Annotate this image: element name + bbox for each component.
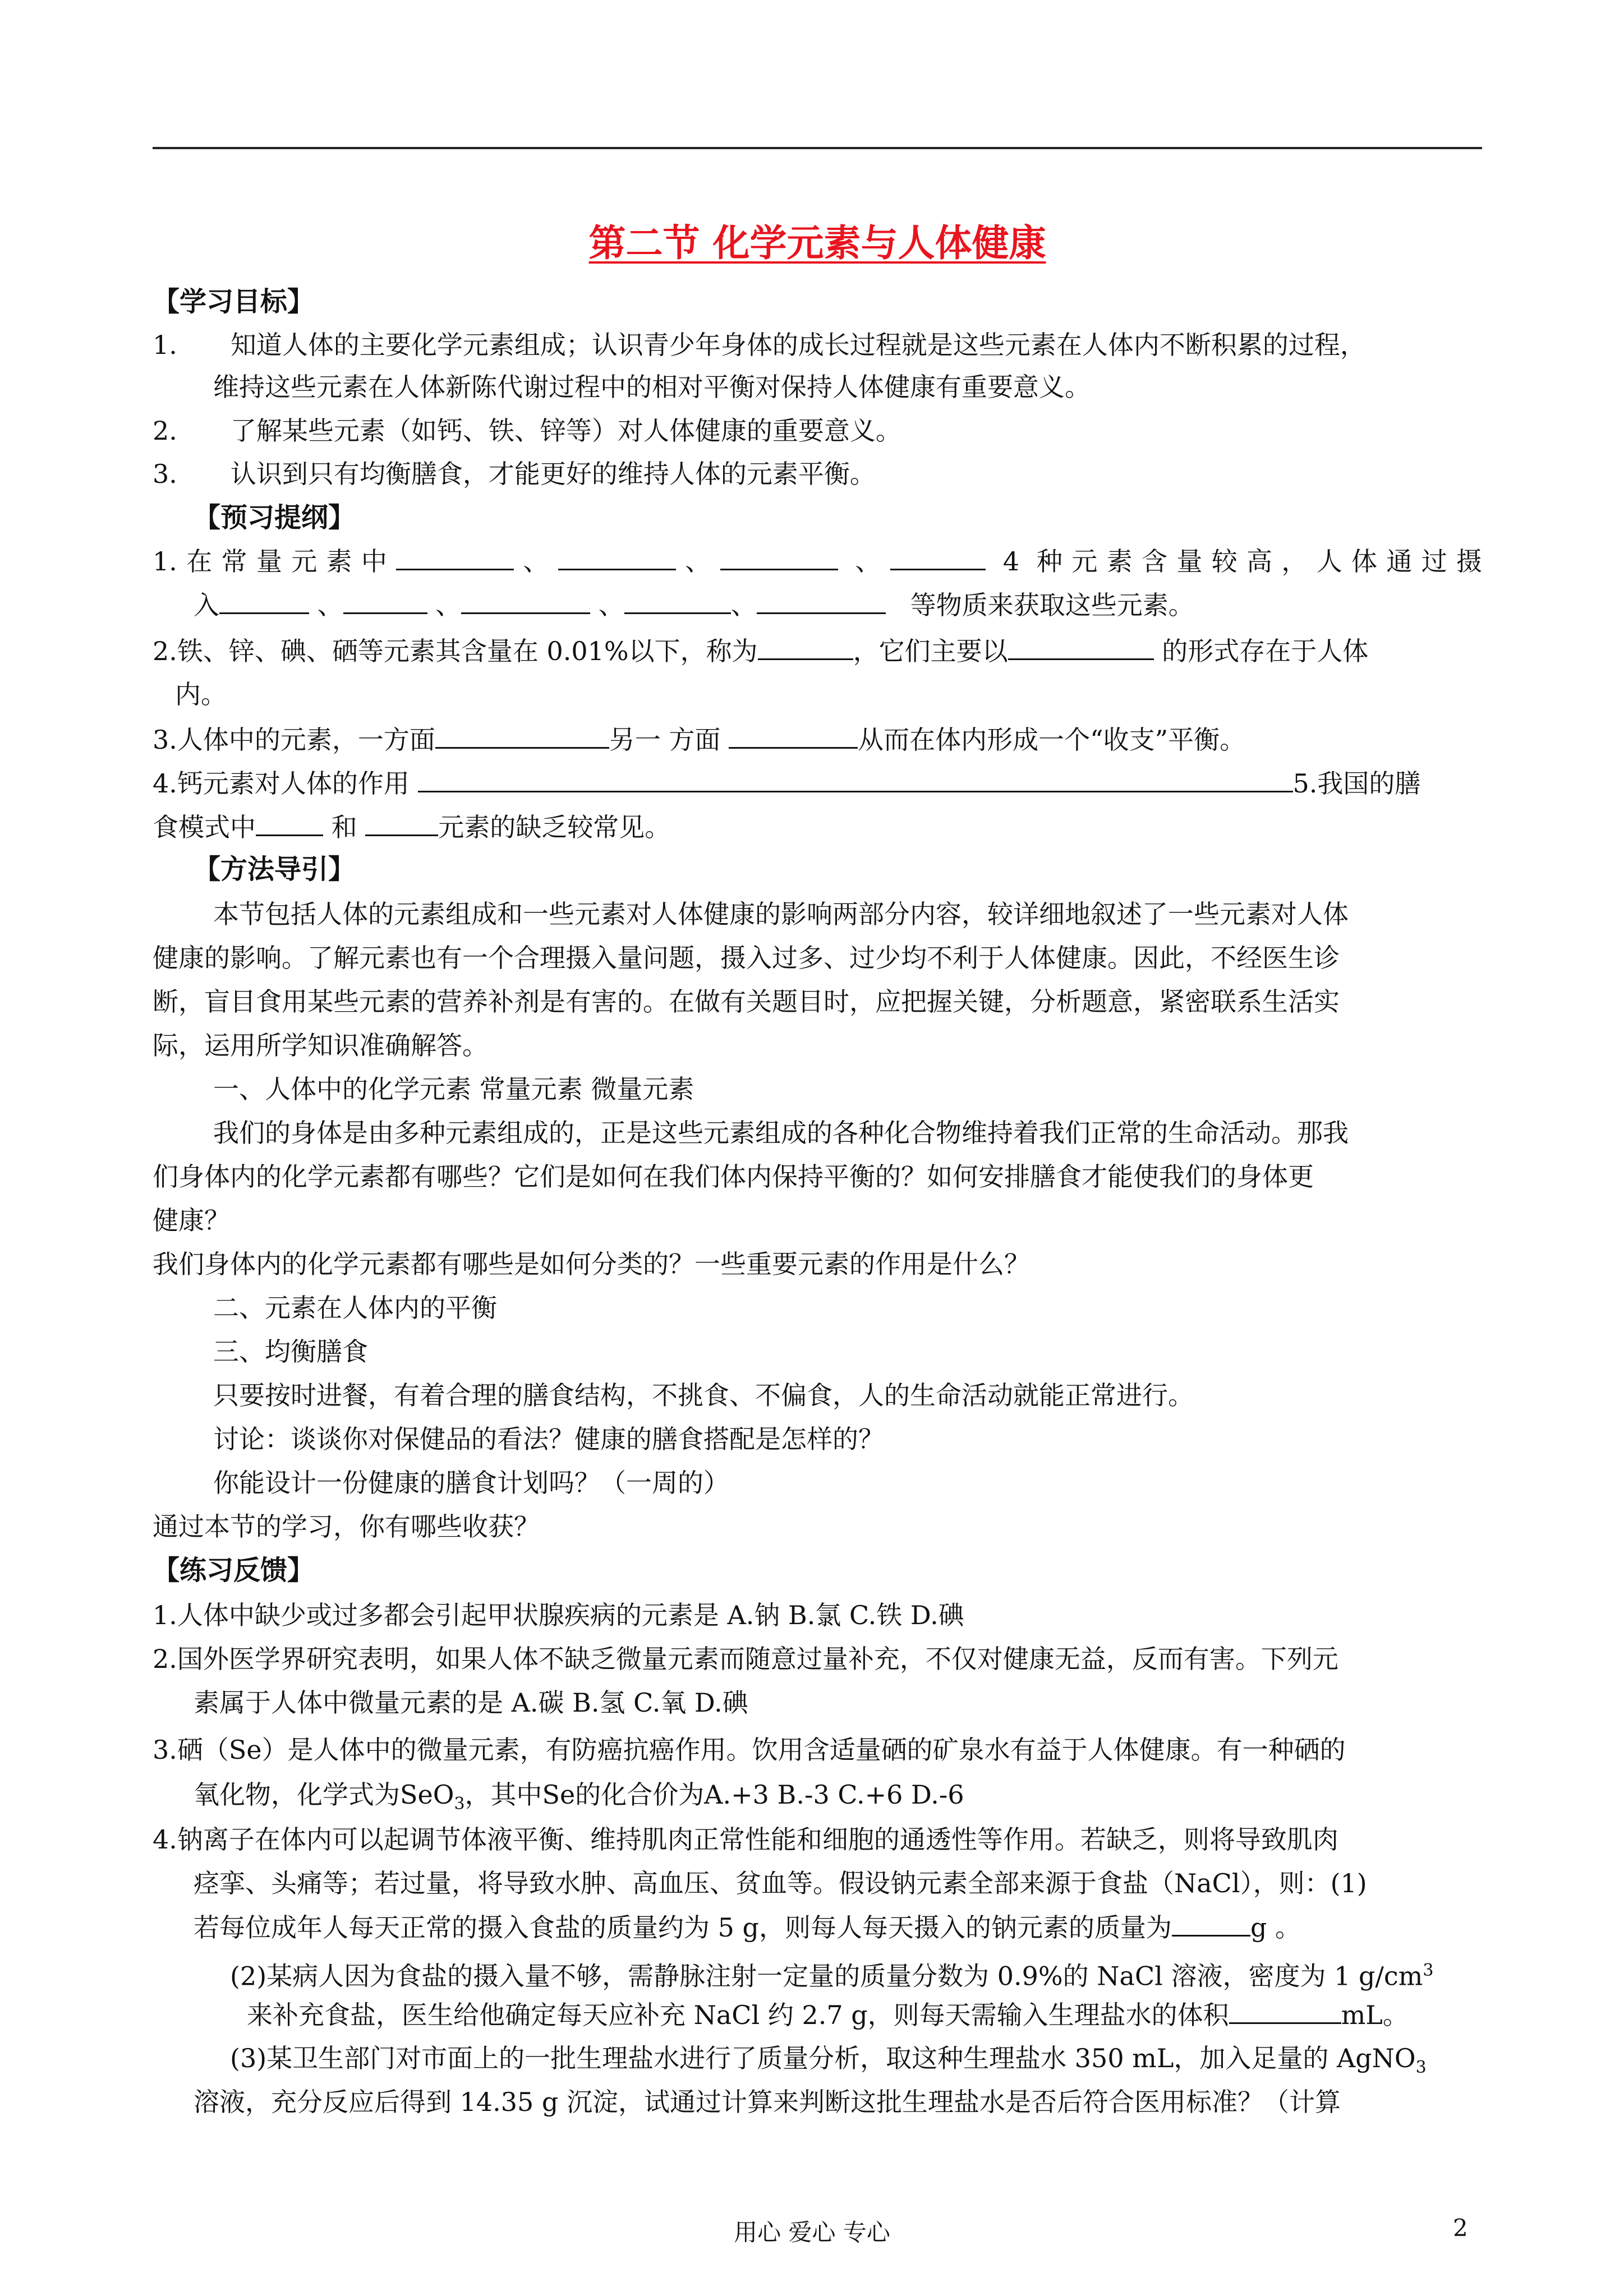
practice-q1: 1.人体中缺少或过多都会引起甲状腺疾病的元素是 A.钠 B.氯 C.铁 D.碘 xyxy=(153,1600,964,1630)
preview-q3: 3.人体中的元素，一方面 另一 方面 从而在体内形成一个“收支”平衡。 xyxy=(153,722,1487,757)
practice-q4-cont: 痉挛、头痛等；若过量，将导致水肿、高血压、贫血等。假设钠元素全部来源于食盐（NaCl），则：(1) xyxy=(194,1868,1367,1898)
method-para-line: 健康的影响。了解元素也有一个合理摄入量问题，摄入过多、过少均不利于人体健康。因此，不经医生诊 xyxy=(153,943,1340,973)
section-3-heading: 三、均衡膳食 xyxy=(213,1336,368,1367)
preview-q4: 4.钙元素对人体的作用 5.我国的膳 xyxy=(153,766,1487,800)
blank-field[interactable] xyxy=(890,544,986,570)
objectives-heading: 【学习目标】 xyxy=(153,286,315,317)
blank-field[interactable] xyxy=(461,588,590,614)
practice-heading: 【练习反馈】 xyxy=(153,1555,315,1586)
section-2-heading: 二、元素在人体内的平衡 xyxy=(213,1293,497,1323)
method-question: 我们身体内的化学元素都有哪些是如何分类的？一些重要元素的作用是什么？ xyxy=(153,1249,1030,1279)
blank-field[interactable] xyxy=(558,544,676,570)
practice-q4-2: (2)某病人因为食盐的摄入量不够，需静脉注射一定量的质量分数为 0.9%的 NaCl 溶液，密度为 1 $g/cm^3$ xyxy=(230,1961,1434,1991)
objective-3: 3. 认识到只有均衡膳食，才能更好的维持人体的元素平衡。 xyxy=(153,459,876,489)
blank-field[interactable] xyxy=(256,810,323,836)
practice-q2-cont: 素属于人体中微量元素的是 A.碳 B.氢 C.氧 D.碘 xyxy=(194,1688,748,1718)
method-para-line: 健康？ xyxy=(153,1205,230,1235)
blank-field[interactable] xyxy=(720,544,838,570)
blank-field[interactable] xyxy=(757,588,886,614)
blank-field[interactable] xyxy=(365,810,438,836)
page-title: 第二节 化学元素与人体健康 xyxy=(588,222,1046,265)
method-para-line: 我们的身体是由多种元素组成的，正是这些元素组成的各种化合物维持着我们正常的生命活动。那我 xyxy=(213,1118,1349,1148)
discussion-3: 通过本节的学习，你有哪些收获？ xyxy=(153,1511,540,1542)
blank-field[interactable] xyxy=(758,634,853,660)
preview-q5: 食模式中 和 元素的缺乏较常见。 xyxy=(153,810,1487,844)
discussion-1: 讨论：谈谈你对保健品的看法？健康的膳食搭配是怎样的？ xyxy=(213,1424,884,1454)
practice-q3: 3.硒（Se）是人体中的微量元素，有防癌抗癌作用。饮用含适量硒的矿泉水有益于人体健康。有一种硒的 xyxy=(153,1735,1346,1765)
footer-motto: 用心 爱心 专心 xyxy=(734,2219,890,2246)
method-heading: 【方法导引】 xyxy=(194,854,356,885)
practice-q4: 4.钠离子在体内可以起调节体液平衡、维持肌肉正常性能和细胞的通透性等作用。若缺乏，则将导致肌肉 xyxy=(153,1824,1338,1855)
header-rule xyxy=(153,147,1482,149)
blank-field[interactable] xyxy=(435,722,609,749)
discussion-2: 你能设计一份健康的膳食计划吗？（一周的） xyxy=(213,1468,729,1498)
blank-field[interactable] xyxy=(396,544,514,570)
preview-q2-cont: 内。 xyxy=(175,679,227,709)
blank-field[interactable] xyxy=(1172,1910,1250,1937)
practice-q4-3-cont: 溶液，充分反应后得到 14.35 g 沉淀，试通过计算来判断这批生理盐水是否后符合医用标准？（计算 xyxy=(194,2087,1341,2117)
section-1-heading: 一、人体中的化学元素 常量元素 微量元素 xyxy=(213,1074,694,1104)
method-para-line: 们身体内的化学元素都有哪些？它们是如何在我们体内保持平衡的？如何安排膳食才能使我们的身体更 xyxy=(153,1161,1314,1192)
practice-q4-1: 若每位成年人每天正常的摄入食盐的质量约为 5 g，则每人每天摄入的钠元素的质量为 g 。 xyxy=(194,1910,1528,1944)
practice-q2: 2.国外医学界研究表明，如果人体不缺乏微量元素而随意过量补充，不仅对健康无益，反而有害。下列元 xyxy=(153,1644,1338,1674)
preview-q2: 2.铁、锌、碘、硒等元素其含量在 0.01%以下，称为 ，它们主要以 的形式存在于人体 xyxy=(153,634,1487,668)
objective-2: 2. 了解某些元素（如钙、铁、锌等）对人体健康的重要意义。 xyxy=(153,416,901,446)
objective-1: 1. 知道人体的主要化学元素组成；认识青少年身体的成长过程就是这些元素在人体内不断积累的过程， xyxy=(153,330,1366,360)
practice-q4-2-cont: 来补充食盐，医生给他确定每天应补充 NaCl 约 2.7 g，则每天需输入生理盐水的体积 mL。 xyxy=(247,1998,1581,2032)
blank-field[interactable] xyxy=(418,766,1293,792)
blank-field[interactable] xyxy=(219,588,309,614)
blank-field[interactable] xyxy=(624,588,731,614)
practice-q4-3: (3)某卫生部门对市面上的一批生理盐水进行了质量分析，取这种生理盐水 350 mL，加入足量的 AgNO$_3$ xyxy=(230,2043,1427,2078)
preview-heading: 【预习提纲】 xyxy=(194,502,356,533)
preview-q1-cont: 入 、 、 、 、 等物质来获取这些元素。 xyxy=(194,588,1528,622)
method-para-line: 断，盲目食用某些元素的营养补剂是有害的。在做有关题目时，应把握关键，分析题意，紧密联系生活实 xyxy=(153,986,1340,1017)
method-para-line: 只要按时进餐，有着合理的膳食结构，不挑食、不偏食，人的生命活动就能正常进行。 xyxy=(213,1380,1194,1410)
page-number: 2 xyxy=(1453,2214,1468,2242)
blank-field[interactable] xyxy=(729,722,858,749)
blank-field[interactable] xyxy=(1008,634,1154,660)
blank-field[interactable] xyxy=(343,588,427,614)
method-para-line: 际，运用所学知识准确解答。 xyxy=(153,1030,488,1061)
practice-q3-cont: 氧化物，化学式为SeO$_3$，其中Se的化合价为A.+3 B.-3 C.+6 D.-6 xyxy=(194,1779,964,1814)
preview-q1: 1.在常量元素中 、 、 、 4 种元素含量较高，人体通过摄 xyxy=(153,544,1482,578)
objective-1-cont: 维持这些元素在人体新陈代谢过程中的相对平衡对保持人体健康有重要意义。 xyxy=(213,372,1091,402)
blank-field[interactable] xyxy=(1229,1998,1341,2024)
method-para-line: 本节包括人体的元素组成和一些元素对人体健康的影响两部分内容，较详细地叙述了一些元素对人体 xyxy=(213,899,1349,929)
